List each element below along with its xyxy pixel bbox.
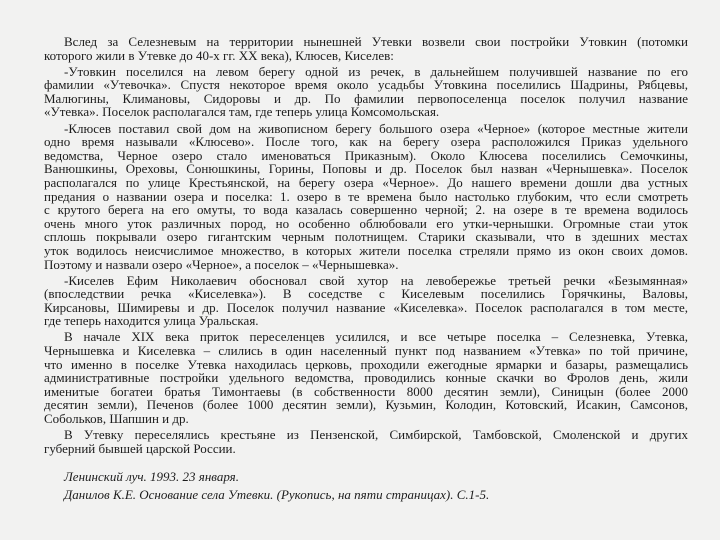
text-line: очень много уток различных пород, но особенно облюбовали его утки-чернышки. Огромные стаи уток	[44, 215, 688, 231]
text-line: губерний бывшей царской России.	[44, 440, 236, 456]
text-line: (впоследствии речка «Киселевка»). В соседстве с Киселевым поселились Горячкины, Валовы,	[44, 286, 688, 302]
text-line: уток водилось неисчислимое множество, в которых жители поселка стреляли прямо из окон своих домов.	[44, 242, 688, 258]
text-line: с крутого берега на его омуты, то вода казалась совершенно черной; 2. на озере в те времена водилось	[44, 202, 688, 218]
reference-citation: Ленинский луч. 1993. 23 января.	[64, 469, 239, 485]
text-line: которого жили в Утевке до 40-х гг. XX века), Клюсев, Киселев:	[44, 47, 394, 63]
text-line: именитые богатеи братья Тимонтаевы (в собственности 8000 десятин земли), Синицын (более 2000	[44, 383, 688, 399]
text-line: сплошь покрывали озеро гигантским черным полотнищем. Старики сказывали, что в здешних местах	[44, 229, 688, 245]
text-line: Поэтому и назвали озеро «Черное», а поселок – «Чернышевка».	[44, 256, 399, 272]
document-body	[44, 35, 688, 504]
paragraph	[44, 122, 688, 272]
text-line: административные постройки удельного ведомства, проводились конные скачки во Фролов день, жили	[44, 370, 688, 386]
paragraph	[44, 35, 688, 62]
text-line: -Клюсев поставил свой дом на живописном берегу большого озера «Черное» (которое местные жители	[64, 120, 688, 136]
text-line: Малюгины, Климановы, Сидоровы и др. По фамилии первопоселенца поселок получил название	[44, 90, 688, 106]
text-line: Вслед за Селезневым на территории нынешней Утевки возвели свои постройки Утовкин (потомки	[64, 34, 688, 49]
paragraph	[44, 330, 688, 425]
text-line: предания о названии озера и поселка: 1. озеро в те времена было настолько глубоким, что если смотреть	[44, 188, 688, 204]
text-line: Собольков, Шапшин и др.	[44, 411, 189, 427]
text-line: что именно в поселке Утевка находилась церковь, проходили ежегодные ярмарки и базары, размещались	[44, 356, 688, 372]
paragraph	[44, 65, 688, 119]
text-line: В Утевку переселялись крестьяне из Пензенской, Симбирской, Тамбовской, Смоленской и других	[64, 427, 688, 443]
reference-citation: Данилов К.Е. Основание села Утевки. (Рукопись, на пяти страницах). С.1-5.	[64, 487, 490, 503]
text-line: располагался по улице Крестьянской, на берегу озера «Черное». До нашего времени дошли два устных	[44, 174, 688, 190]
text-line: Кирсановы, Шимиревы и др. Поселок получил название «Киселевка». Поселок располагался в том месте,	[44, 299, 688, 315]
paragraph	[44, 428, 688, 455]
text-line: ведомства, Черное озеро стало именоваться Приказным). Около Клюсева поселились Семочкины,	[44, 147, 688, 163]
references	[44, 468, 688, 504]
text-line: -Утовкин поселился на левом берегу одной из речек, в дальнейшем получившей название по его	[64, 63, 688, 79]
text-line: -Киселев Ефим Николаевич обосновал свой хутор на левобережье третьей речки «Безымянная»	[64, 272, 688, 288]
text-line: фамилии «Утевочка». Спустя некоторое время около усадьбы Утовкина поселились Шадрины, Рябцевы,	[44, 77, 688, 93]
text-line: В начале XIX века приток переселенцев усилился, и все четыре поселка – Селезневка, Утевка,	[64, 329, 688, 345]
text-line: десятин земли), Печенов (более 1000 десятин земли), Кузьмин, Колодин, Котовский, Исакин, Самсонов,	[44, 397, 688, 413]
text-line: «Утевка». Поселок располагался там, где теперь улица Комсомольская.	[44, 104, 440, 120]
paragraphs	[44, 35, 688, 455]
text-line: где теперь находится улица Уральская.	[44, 313, 259, 329]
paragraph	[44, 274, 688, 328]
text-line: Чернышевка и Киселевка – слились в один населенный пункт под названием «Утевка» по той причине,	[44, 343, 688, 359]
text-line: Ванюшкины, Ореховы, Сонюшкины, Горины, Поповы и др. Поселок был назван «Чернышевка». Поселок	[44, 161, 688, 177]
text-line: одно время называли «Клюсево». После того, как на берегу озера расположился Приказ удельного	[44, 134, 688, 150]
